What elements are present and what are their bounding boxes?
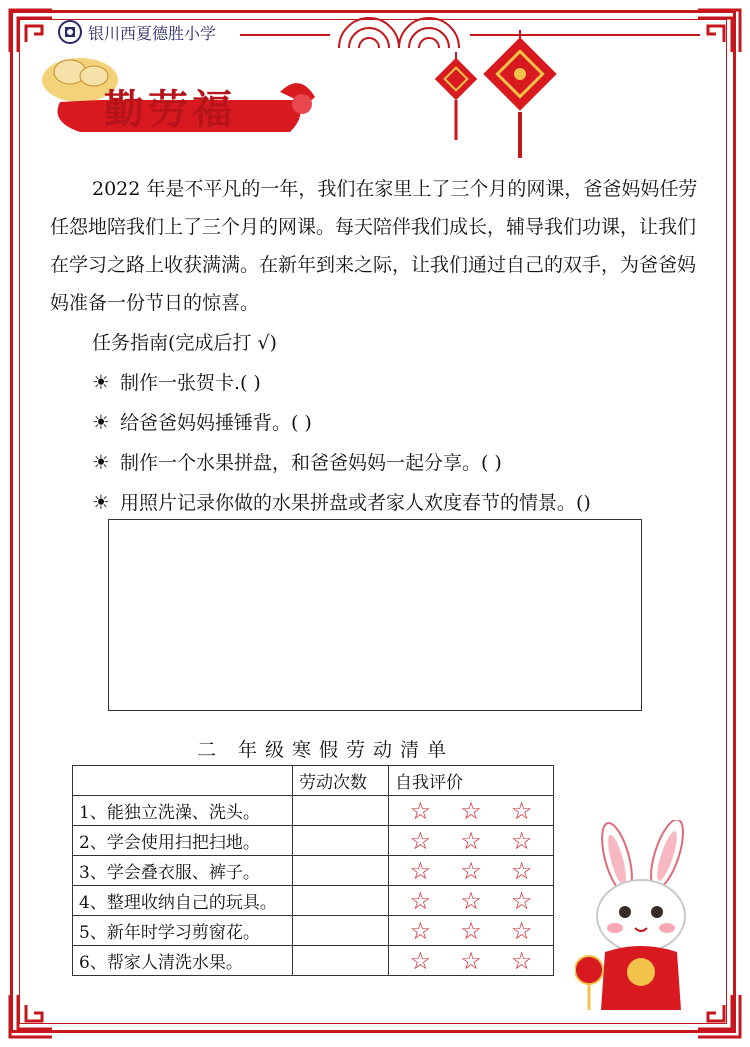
star-icon[interactable]: ☆ — [409, 916, 432, 945]
chore-label: 4、整理收纳自己的玩具。 — [73, 886, 293, 916]
count-cell[interactable] — [293, 886, 389, 916]
task-text: 制作一张贺卡.( ) — [119, 372, 261, 394]
school-emblem-icon — [58, 20, 82, 44]
star-icon[interactable]: ☆ — [510, 796, 533, 825]
star-icon[interactable]: ☆ — [409, 946, 432, 975]
count-cell[interactable] — [293, 946, 389, 976]
star-icon[interactable]: ☆ — [510, 946, 533, 975]
table-header-row — [73, 766, 554, 796]
chore-table — [72, 765, 554, 976]
star-icon[interactable]: ☆ — [460, 796, 482, 825]
star-icon[interactable]: ☆ — [460, 856, 482, 885]
star-icon[interactable]: ☆ — [460, 886, 482, 915]
task-text: 制作一个水果拼盘，和爸爸妈妈一起分享。( ) — [119, 452, 502, 474]
header-divider — [240, 34, 330, 36]
sun-bullet-icon: ☀ — [92, 489, 110, 514]
rabbit-mascot-icon — [575, 820, 705, 1020]
star-icon[interactable]: ☆ — [409, 886, 432, 915]
star-icon[interactable]: ☆ — [510, 886, 533, 915]
banner-title: 勤劳福 — [104, 86, 236, 133]
intro-text: 2022 年是不平凡的一年，我们在家里上了三个月的网课，爸爸妈妈任劳任怨地陪我们上了三个月的网课。每天陪伴我们成长，辅导我们功课，让我们在学习之路上收获满满。在新年到来之际，让我们通过自己的双手，为爸爸妈妈准备一份节日的惊喜。 — [50, 178, 698, 314]
star-icon[interactable]: ☆ — [460, 916, 482, 945]
rating-cell — [389, 916, 554, 946]
chinese-knot-icon — [480, 30, 560, 160]
star-icon[interactable]: ☆ — [409, 856, 432, 885]
count-cell[interactable] — [293, 796, 389, 826]
intro-paragraph — [50, 170, 700, 322]
task-item — [92, 408, 312, 435]
star-icon[interactable]: ☆ — [460, 946, 482, 975]
count-cell[interactable] — [293, 826, 389, 856]
table-row — [73, 856, 554, 886]
photo-box — [108, 519, 642, 711]
sun-bullet-icon: ☀ — [92, 369, 110, 394]
star-icon[interactable]: ☆ — [510, 826, 533, 855]
table-row — [73, 826, 554, 856]
table-row — [73, 886, 554, 916]
rating-cell — [389, 946, 554, 976]
rating-cell — [389, 826, 554, 856]
task-item — [92, 368, 261, 395]
star-icon[interactable]: ☆ — [460, 826, 482, 855]
rating-cell — [389, 796, 554, 826]
task-item — [92, 488, 591, 515]
task-guide-title: 任务指南(完成后打 √) — [92, 332, 277, 354]
header-cell: 自我评价 — [389, 766, 554, 796]
checklist-title: 二 年级寒假劳动清单 — [197, 739, 455, 761]
chore-label: 3、学会叠衣服、裤子。 — [73, 856, 293, 886]
cloud-pattern-icon — [334, 14, 464, 50]
star-icon[interactable]: ☆ — [510, 856, 533, 885]
count-cell[interactable] — [293, 916, 389, 946]
rating-cell — [389, 856, 554, 886]
chore-label: 1、能独立洗澡、洗头。 — [73, 796, 293, 826]
school-header — [58, 20, 216, 44]
task-text: 用照片记录你做的水果拼盘或者家人欢度春节的情景。() — [119, 492, 591, 514]
star-icon[interactable]: ☆ — [510, 916, 533, 945]
school-name: 银川西夏德胜小学 — [88, 23, 217, 43]
table-row — [73, 796, 554, 826]
table-row — [73, 946, 554, 976]
task-item — [92, 448, 502, 475]
sun-bullet-icon: ☀ — [92, 409, 110, 434]
chore-label: 2、学会使用扫把扫地。 — [73, 826, 293, 856]
corner-ornament-icon — [696, 8, 742, 54]
chinese-knot-icon — [433, 52, 479, 142]
header-cell: 劳动次数 — [293, 766, 389, 796]
sun-bullet-icon: ☀ — [92, 449, 110, 474]
corner-ornament-icon — [8, 993, 54, 1039]
chore-label: 5、新年时学习剪窗花。 — [73, 916, 293, 946]
count-cell[interactable] — [293, 856, 389, 886]
header-cell — [73, 766, 293, 796]
task-text: 给爸爸妈妈捶锤背。( ) — [119, 412, 312, 434]
chore-label: 6、帮家人清洗水果。 — [73, 946, 293, 976]
star-icon[interactable]: ☆ — [409, 826, 432, 855]
star-icon[interactable]: ☆ — [409, 796, 432, 825]
table-row — [73, 916, 554, 946]
rating-cell — [389, 886, 554, 916]
